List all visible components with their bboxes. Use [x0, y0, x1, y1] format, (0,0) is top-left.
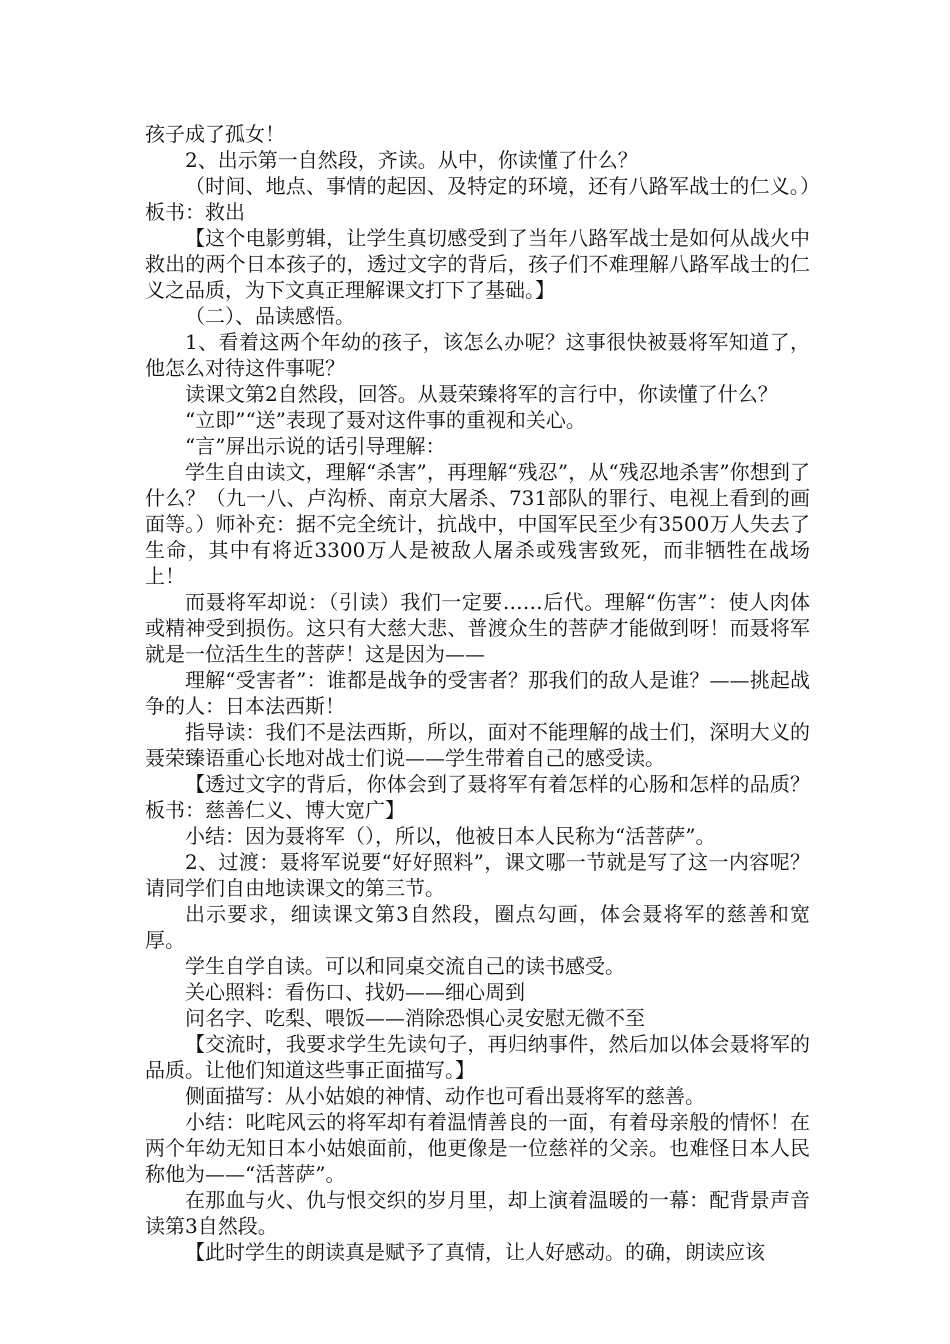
document-body — [145, 121, 810, 1265]
paragraph-note: 【透过文字的背后，你体会到了聂将军有着怎样的心肠和怎样的品质？板书：慈善仁义、博大宽广】 — [145, 772, 810, 822]
paragraph: 学生自由读文，理解“杀害”，再理解“残忍”，从“残忍地杀害”你想到了什么？（九一八、卢沟桥、南京大屠杀、731部队的罪行、电视上看到的画面等。）师补充：据不完全统计，抗战中，中国军民至少有3500万人失去了生命，其中有将近3300万人是被敌人屠杀或残害致死，而非牺牲在战场上！ — [145, 460, 810, 588]
paragraph: 1、看着这两个年幼的孩子，该怎么办呢？这事很快被聂将军知道了，他怎么对待这件事呢？ — [145, 330, 810, 380]
paragraph-note: 【这个电影剪辑，让学生真切感受到了当年八路军战士是如何从战火中救出的两个日本孩子的，透过文字的背后，孩子们不难理解八路军战士的仁义之品质，为下文真正理解课文打下了基础。】 — [145, 226, 810, 302]
paragraph: 而聂将军却说：（引读）我们一定要……后代。理解“伤害”：使人肉体或精神受到损伤。这只有大慈大悲、普渡众生的菩萨才能做到呀！而聂将军就是一位活生生的菩萨！这是因为—— — [145, 590, 810, 666]
paragraph: 指导读：我们不是法西斯，所以，面对不能理解的战士们，深明大义的聂荣臻语重心长地对战士们说——学生带着自己的感受读。 — [145, 720, 810, 770]
paragraph: 关心照料：看伤口、找奶——细心周到 — [185, 980, 525, 1004]
paragraph: 2、过渡：聂将军说要“好好照料”，课文哪一节就是写了这一内容呢？请同学们自由地读课文的第三节。 — [145, 850, 810, 900]
paragraph: 小结：叱咤风云的将军却有着温情善良的一面，有着母亲般的情怀！在两个年幼无知日本小姑娘面前，他更像是一位慈祥的父亲。也难怪日本人民称他为——“活菩萨”。 — [145, 1110, 810, 1186]
paragraph: 2、出示第一自然段，齐读。从中，你读懂了什么？ — [185, 148, 638, 172]
paragraph: 理解“受害者”：谁都是战争的受害者？那我们的敌人是谁？——挑起战争的人：日本法西斯！ — [145, 668, 810, 718]
paragraph: “立即”“送”表现了聂对这件事的重视和关心。 — [185, 408, 586, 432]
paragraph: 侧面描写：从小姑娘的神情、动作也可看出聂将军的慈善。 — [185, 1084, 705, 1108]
paragraph: 孩子成了孤女！ — [145, 122, 285, 146]
paragraph: 在那血与火、仇与恨交织的岁月里，却上演着温暖的一幕：配背景声音读第3自然段。 — [145, 1188, 810, 1238]
paragraph: 小结：因为聂将军（），所以，他被日本人民称为“活菩萨”。 — [185, 824, 716, 848]
paragraph: 问名字、吃梨、喂饭——消除恐惧心灵安慰无微不至 — [185, 1006, 645, 1030]
paragraph: （时间、地点、事情的起因、及特定的环境，还有八路军战士的仁义。）板书：救出 — [145, 174, 810, 224]
paragraph: 出示要求，细读课文第3自然段，圈点勾画，体会聂将军的慈善和宽厚。 — [145, 902, 810, 952]
paragraph: 读课文第2自然段，回答。从聂荣臻将军的言行中，你读懂了什么？ — [185, 382, 778, 406]
paragraph-note: 【交流时，我要求学生先读句子，再归纳事件，然后加以体会聂将军的品质。让他们知道这些事正面描写。】 — [145, 1032, 810, 1082]
section-heading: （二）、品读感悟。 — [185, 304, 355, 328]
paragraph-note: 【此时学生的朗读真是赋予了真情，让人好感动。的确，朗读应该 — [185, 1240, 765, 1264]
paragraph: 学生自学自读。可以和同桌交流自己的读书感受。 — [185, 954, 625, 978]
paragraph: “言”屏出示说的话引导理解： — [185, 434, 446, 458]
